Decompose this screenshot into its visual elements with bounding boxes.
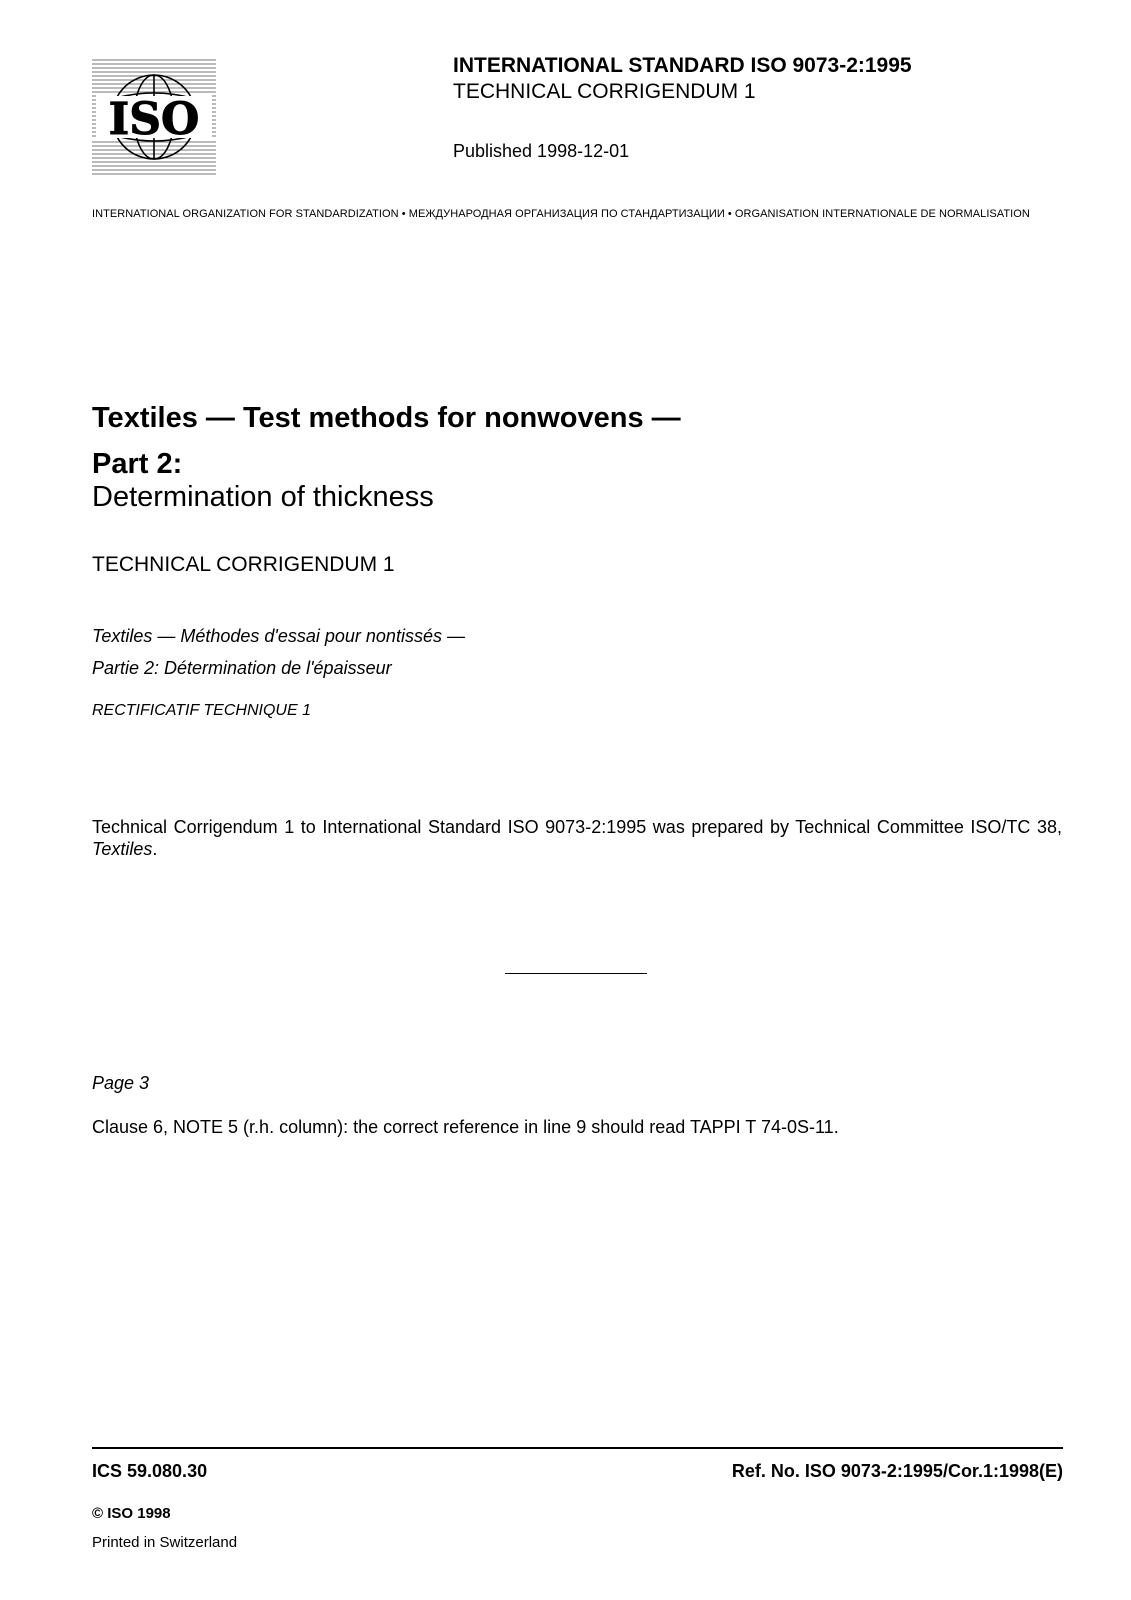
iso-logo-graphic: [92, 58, 216, 176]
page-reference: Page 3: [92, 1073, 150, 1093]
french-title-line3: RECTIFICATIF TECHNIQUE 1: [92, 702, 311, 719]
technical-corrigendum-label: TECHNICAL CORRIGENDUM 1: [92, 553, 395, 576]
printed-location: Printed in Switzerland: [92, 1534, 238, 1551]
document-part: Part 2:: [92, 448, 183, 480]
reference-number: Ref. No. ISO 9073-2:1995/Cor.1:1998(E): [731, 1461, 1063, 1481]
iso-logo: [92, 58, 216, 176]
document-subject: Determination of thickness: [92, 481, 434, 513]
intro-text: Technical Corrigendum 1 to International Standard ISO 9073-2:1995 was prepared by Technical Committee ISO/TC 38,: [92, 817, 1062, 837]
clause-correction: Clause 6, NOTE 5 (r.h. column): the correct reference in line 9 should read TAPPI T 74-0S-11.: [92, 1117, 839, 1137]
intro-end: .: [152, 839, 158, 859]
corrigendum-label: TECHNICAL CORRIGENDUM 1: [453, 80, 756, 103]
french-title-line2: Partie 2: Détermination de l'épaisseur: [92, 658, 392, 678]
document-title: Textiles — Test methods for nonwovens —: [92, 402, 681, 434]
published-date: Published 1998-12-01: [453, 141, 630, 161]
french-title-line1: Textiles — Méthodes d'essai pour nontissés —: [92, 626, 465, 646]
standard-title: INTERNATIONAL STANDARD ISO 9073-2:1995: [453, 54, 912, 77]
footer-divider: [92, 1447, 1063, 1449]
ics-code: ICS 59.080.30: [92, 1461, 208, 1481]
copyright: © ISO 1998: [92, 1505, 171, 1522]
intro-committee-name: Textiles: [92, 839, 153, 859]
organizations-line: INTERNATIONAL ORGANIZATION FOR STANDARDIZATION • МЕЖДУНАРОДНАЯ ОРГАНИЗАЦИЯ ПО СТАНДАРТИЗАЦИИ • ORGANISATION INTERNATIONALE DE NORMALISATION: [92, 208, 1030, 220]
section-divider: [505, 973, 647, 974]
intro-paragraph: [92, 816, 1062, 860]
iso-logo-text: ISO: [108, 94, 200, 145]
